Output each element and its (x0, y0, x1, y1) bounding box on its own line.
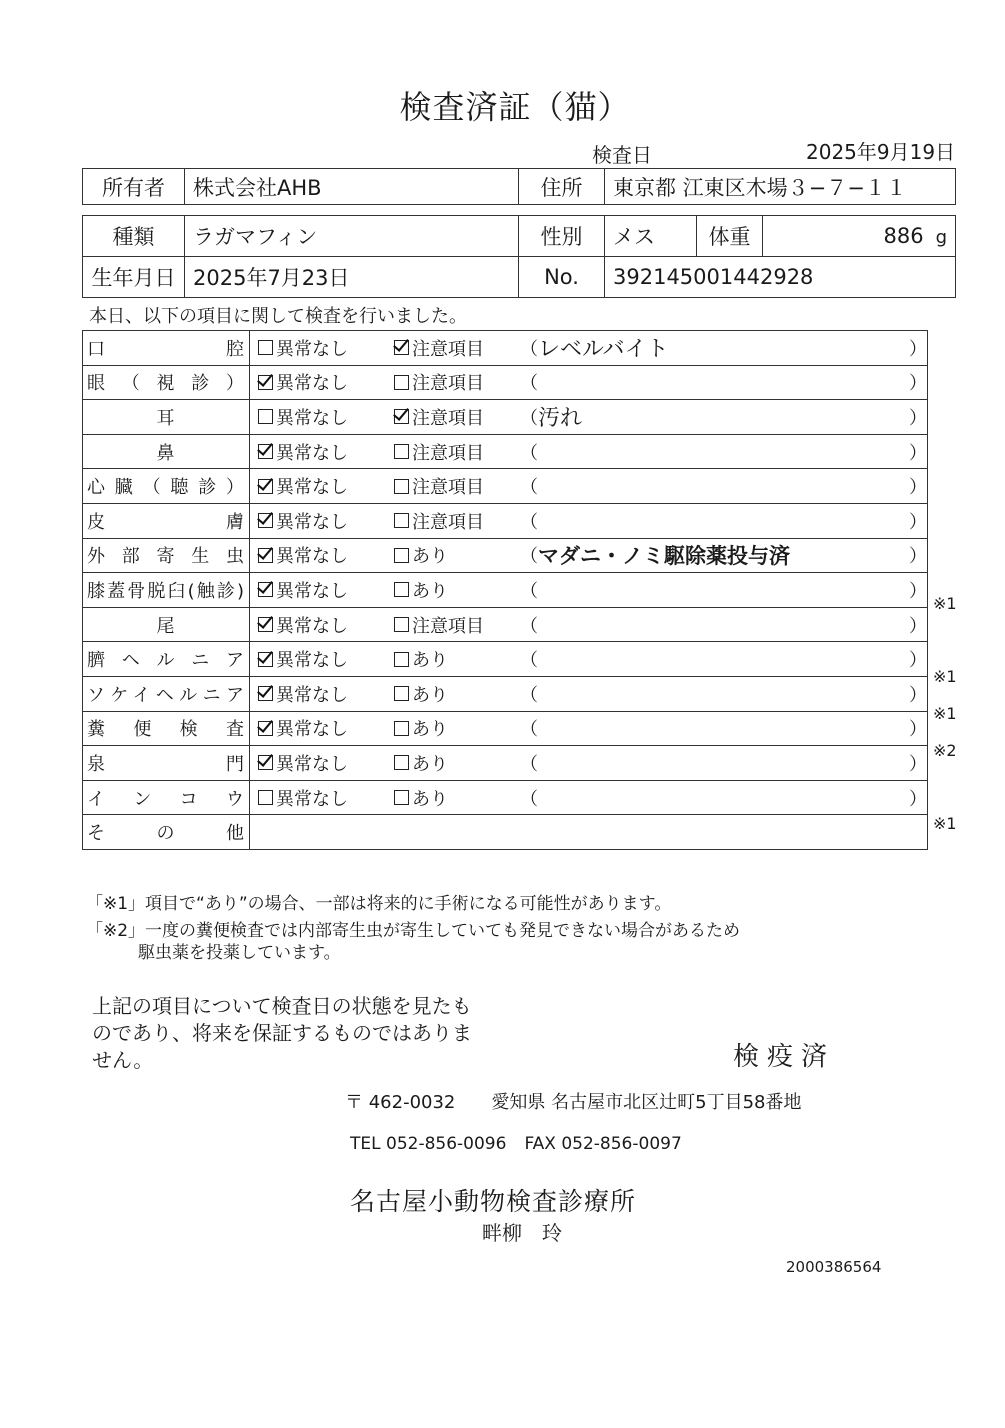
note-text: レベルバイト (538, 337, 669, 363)
note-field (520, 715, 927, 741)
option-normal-label: 異常なし (276, 373, 348, 395)
exam-row (83, 365, 928, 400)
note-field (520, 540, 927, 570)
exam-row (83, 400, 928, 435)
vet-name: 畔柳 玲 (482, 1221, 562, 1245)
option-normal[interactable] (250, 335, 394, 361)
note-field (520, 785, 927, 811)
close-paren: ） (909, 546, 927, 568)
note-field (520, 612, 927, 638)
option-normal-label: 異常なし (276, 788, 348, 810)
option-attention-label: 注意項目 (412, 338, 484, 360)
exam-item-label: 糞便検査 (83, 711, 250, 746)
note-field (520, 646, 927, 672)
checkbox-icon[interactable] (258, 755, 273, 770)
close-paren: ） (909, 719, 927, 741)
exam-options-cell (250, 538, 928, 573)
exam-options-cell (250, 331, 928, 366)
checkbox-icon[interactable] (394, 375, 409, 390)
close-paren: ） (909, 580, 927, 602)
checkbox-icon[interactable] (258, 617, 273, 632)
close-paren: ） (909, 511, 927, 533)
note-field (520, 473, 927, 499)
option-attention-label: 注意項目 (412, 407, 484, 429)
exam-row (83, 538, 928, 573)
checkbox-icon[interactable] (394, 686, 409, 701)
checkbox-icon[interactable] (258, 582, 273, 597)
option-normal[interactable] (250, 404, 394, 430)
quarantine-stamp: 検疫済 (733, 1042, 836, 1072)
open-paren: （ (520, 719, 538, 741)
close-paren: ） (909, 788, 927, 810)
exam-item-label: 眼（視診） (83, 365, 250, 400)
exam-row (83, 711, 928, 746)
footnote-2: 「※2」一度の糞便検査では内部寄生虫が寄生していても発見できない場合があるため (86, 921, 741, 941)
option-normal[interactable] (250, 750, 394, 776)
checkbox-icon[interactable] (394, 444, 409, 459)
option-attention[interactable] (394, 750, 520, 776)
exam-options-cell (250, 607, 928, 642)
checkbox-icon[interactable] (258, 375, 273, 390)
exam-date-value: 2025年9月19日 (806, 140, 956, 164)
open-paren: （ (520, 580, 538, 602)
checkbox-icon[interactable] (258, 479, 273, 494)
exam-row (83, 503, 928, 538)
option-normal[interactable] (250, 439, 394, 465)
checkbox-icon[interactable] (258, 548, 273, 563)
exam-options-cell (250, 503, 928, 538)
exam-item-label: 口腔 (83, 331, 250, 366)
exam-row (83, 469, 928, 504)
open-paren: （ (520, 788, 538, 810)
exam-item-label: 尾 (83, 607, 250, 642)
checkbox-icon[interactable] (258, 686, 273, 701)
note-field (520, 401, 927, 432)
option-normal[interactable] (250, 369, 394, 395)
close-paren: ） (909, 650, 927, 672)
exam-row (83, 780, 928, 815)
option-attention[interactable] (394, 404, 520, 430)
exam-date-label: 検査日 (592, 143, 652, 167)
checkbox-icon[interactable] (394, 617, 409, 632)
note-text: マダニ・ノミ駆除薬投与済 (538, 544, 790, 569)
exam-table (82, 330, 928, 850)
checkbox-icon[interactable] (258, 444, 273, 459)
checkbox-icon[interactable] (394, 409, 409, 424)
breed-value: ラガマフィン (185, 216, 519, 257)
close-paren: ） (909, 684, 927, 706)
open-paren: （ (520, 442, 538, 464)
option-attention-label: 注意項目 (412, 615, 484, 637)
exam-row (83, 746, 928, 781)
note-field (520, 369, 927, 395)
option-normal-label: 異常なし (276, 684, 348, 706)
checkbox-icon[interactable] (258, 652, 273, 667)
checkbox-icon[interactable] (258, 790, 273, 805)
weight-value: 886 (883, 224, 924, 248)
exam-row (83, 573, 928, 608)
footnote-mark: ※1 (933, 594, 957, 614)
close-paren: ） (909, 407, 927, 429)
option-attention[interactable] (394, 646, 520, 672)
exam-options-cell (250, 469, 928, 504)
option-attention[interactable] (394, 785, 520, 811)
exam-item-label: 耳 (83, 400, 250, 435)
exam-item-label: 鼻 (83, 434, 250, 469)
open-paren: （ (520, 546, 538, 568)
exam-row (83, 676, 928, 711)
option-normal-label: 異常なし (276, 338, 348, 360)
note-field (520, 577, 927, 603)
option-attention[interactable] (394, 612, 520, 638)
exam-row (83, 642, 928, 677)
option-attention-label: あり (412, 684, 448, 706)
exam-row (83, 434, 928, 469)
exam-options-cell (250, 400, 928, 435)
exam-item-label: 泉門 (83, 746, 250, 781)
checkbox-icon[interactable] (258, 340, 273, 355)
weight-cell (763, 216, 956, 257)
weight-unit: g (935, 227, 947, 248)
option-attention[interactable] (394, 715, 520, 741)
option-attention[interactable] (394, 508, 520, 534)
exam-row (83, 607, 928, 642)
postal-code: 〒 462-0032 (345, 1092, 456, 1113)
exam-options-cell (250, 711, 928, 746)
option-normal[interactable] (250, 785, 394, 811)
open-paren: （ (520, 407, 538, 429)
option-attention-label: あり (412, 650, 448, 672)
option-normal[interactable] (250, 646, 394, 672)
close-paren: ） (909, 338, 927, 360)
no-label: No. (519, 257, 605, 298)
close-paren: ） (909, 477, 927, 499)
clinic-address: 愛知県 名古屋市北区辻町5丁目58番地 (491, 1092, 802, 1113)
checkbox-icon[interactable] (394, 790, 409, 805)
option-attention[interactable] (394, 577, 520, 603)
checkbox-icon[interactable] (394, 479, 409, 494)
checkbox-icon[interactable] (394, 340, 409, 355)
option-attention[interactable] (394, 681, 520, 707)
close-paren: ） (909, 615, 927, 637)
address-label: 住所 (519, 169, 605, 205)
exam-item-label: 外部寄生虫 (83, 538, 250, 573)
no-value: 392145001442928 (605, 257, 956, 298)
open-paren: （ (520, 477, 538, 499)
option-attention-label: あり (412, 753, 448, 775)
footnote-mark: ※1 (933, 704, 957, 723)
checkbox-icon[interactable] (394, 513, 409, 528)
option-normal-label: 異常なし (276, 442, 348, 464)
option-attention[interactable] (394, 542, 520, 568)
option-attention[interactable] (394, 335, 520, 361)
option-attention-label: 注意項目 (412, 442, 484, 464)
note-field (520, 508, 927, 534)
pet-table (82, 215, 956, 298)
exam-row (83, 331, 928, 366)
breed-label: 種類 (83, 216, 185, 257)
other-notes-cell[interactable] (250, 815, 928, 850)
checkbox-icon[interactable] (258, 721, 273, 736)
footnote-mark: ※2 (933, 740, 957, 760)
option-attention-label: 注意項目 (412, 477, 484, 499)
checkbox-icon[interactable] (258, 513, 273, 528)
exam-options-cell (250, 573, 928, 608)
option-attention[interactable] (394, 369, 520, 395)
contact-line (350, 1134, 682, 1154)
sex-label: 性別 (519, 216, 605, 257)
checkbox-icon[interactable] (394, 652, 409, 667)
exam-options-cell (250, 365, 928, 400)
document-title: 検査済証（猫） (399, 88, 631, 126)
option-attention-label: あり (412, 719, 448, 741)
option-normal-label: 異常なし (276, 477, 348, 499)
owner-label: 所有者 (83, 169, 185, 205)
owner-value: 株式会社AHB (185, 169, 519, 205)
checkbox-icon[interactable] (258, 409, 273, 424)
serial-number: 2000386564 (786, 1258, 882, 1276)
open-paren: （ (520, 338, 538, 360)
footnote-2-cont: 駆虫薬を投薬しています。 (138, 943, 341, 963)
intro-text: 本日、以下の項目に関して検査を行いました。 (89, 306, 467, 327)
option-attention[interactable] (394, 439, 520, 465)
option-normal[interactable] (250, 473, 394, 499)
owner-table (82, 168, 956, 205)
option-normal-label: 異常なし (276, 615, 348, 637)
open-paren: （ (520, 615, 538, 637)
footnote-mark: ※1 (933, 813, 957, 833)
exam-options-cell (250, 434, 928, 469)
exam-options-cell (250, 676, 928, 711)
option-normal[interactable] (250, 542, 394, 568)
note-field (520, 439, 927, 465)
clinic-address-line (345, 1088, 801, 1114)
exam-row-other (83, 815, 928, 850)
option-normal[interactable] (250, 681, 394, 707)
option-normal-label: 異常なし (276, 719, 348, 741)
close-paren: ） (909, 373, 927, 395)
checkbox-icon[interactable] (394, 721, 409, 736)
checkbox-icon[interactable] (394, 548, 409, 563)
clinic-name: 名古屋小動物検査診療所 (350, 1187, 637, 1216)
fax-number: FAX 052-856-0097 (524, 1134, 682, 1154)
checkbox-icon[interactable] (394, 755, 409, 770)
option-attention-label: 注意項目 (412, 511, 484, 533)
option-normal-label: 異常なし (276, 511, 348, 533)
exam-item-label: インコウ (83, 780, 250, 815)
footnote-mark: ※1 (933, 667, 957, 687)
note-text: 汚れ (538, 406, 583, 432)
note-field (520, 681, 927, 707)
exam-item-label: 膝蓋骨脱臼(触診) (83, 573, 250, 608)
option-normal-label: 異常なし (276, 580, 348, 602)
option-normal[interactable] (250, 508, 394, 534)
weight-label: 体重 (697, 216, 763, 257)
option-attention-label: あり (412, 580, 448, 602)
address-value: 東京都 江東区木場３−７−１１ (605, 169, 956, 205)
exam-options-cell (250, 746, 928, 781)
close-paren: ） (909, 753, 927, 775)
close-paren: ） (909, 442, 927, 464)
checkbox-icon[interactable] (394, 582, 409, 597)
footnote-1: 「※1」項目で“あり”の場合、一部は将来的に手術になる可能性があります。 (86, 894, 672, 914)
option-normal[interactable] (250, 577, 394, 603)
exam-item-label: その他 (83, 815, 250, 850)
birth-label: 生年月日 (83, 257, 185, 298)
exam-item-label: ソケイヘルニア (83, 676, 250, 711)
option-normal-label: 異常なし (276, 753, 348, 775)
option-attention-label: あり (412, 788, 448, 810)
open-paren: （ (520, 650, 538, 672)
option-normal-label: 異常なし (276, 407, 348, 429)
open-paren: （ (520, 684, 538, 706)
disclaimer: 上記の項目について検査日の状態を見たものであり、将来を保証するものではありません。 (92, 994, 472, 1072)
note-field (520, 332, 927, 363)
exam-item-label: 臍ヘルニア (83, 642, 250, 677)
sex-value: メス (605, 216, 697, 257)
open-paren: （ (520, 753, 538, 775)
tel-number: TEL 052-856-0096 (350, 1134, 507, 1154)
birth-value: 2025年7月23日 (185, 257, 519, 298)
option-attention-label: 注意項目 (412, 373, 484, 395)
note-field (520, 750, 927, 776)
option-attention-label: あり (412, 546, 448, 568)
exam-item-label: 皮膚 (83, 503, 250, 538)
option-normal[interactable] (250, 612, 394, 638)
option-attention[interactable] (394, 473, 520, 499)
open-paren: （ (520, 373, 538, 395)
exam-options-cell (250, 642, 928, 677)
open-paren: （ (520, 511, 538, 533)
option-normal-label: 異常なし (276, 546, 348, 568)
option-normal-label: 異常なし (276, 650, 348, 672)
option-normal[interactable] (250, 715, 394, 741)
exam-options-cell (250, 780, 928, 815)
exam-item-label: 心臓（聴診） (83, 469, 250, 504)
